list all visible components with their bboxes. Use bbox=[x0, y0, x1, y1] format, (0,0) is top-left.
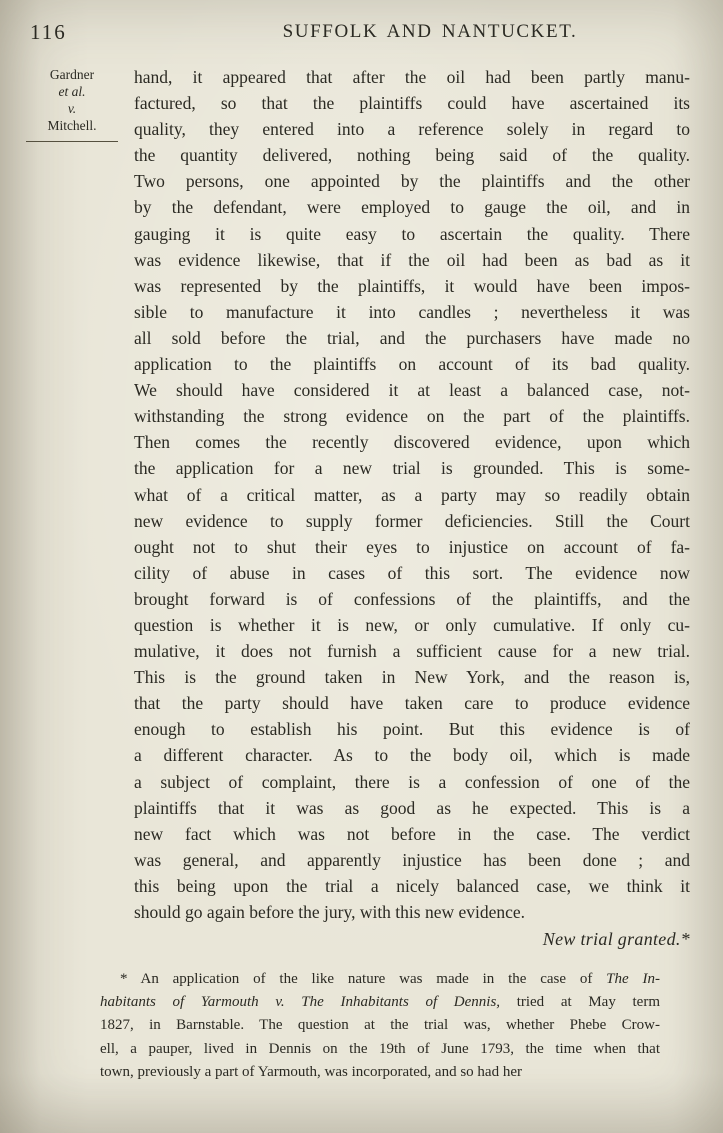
body-line: sible to manufacture it into candles ; nevertheless it was bbox=[134, 301, 690, 322]
body-line: the application for a new trial is grounded. This is some- bbox=[134, 458, 690, 479]
body-line: was represented by the plaintiffs, it would have been impos- bbox=[134, 275, 690, 296]
body-line: withstanding the strong evidence on the part of the plaintiffs. bbox=[134, 406, 690, 427]
footnote-segment: town, previously a part of Yarmouth, was incorporated, and so had her bbox=[100, 1063, 522, 1080]
body-line: a subject of complaint, there is a confession of one of the bbox=[134, 771, 690, 792]
body-line: mulative, it does not furnish a sufficient cause for a new trial. bbox=[134, 641, 690, 662]
body-text bbox=[134, 64, 690, 925]
footnote-line bbox=[100, 1061, 660, 1084]
body-line: a different character. As to the body oil, which is made bbox=[134, 745, 690, 766]
margin-note-line: Mitchell. bbox=[47, 118, 97, 133]
body-line: was general, and apparently injustice has been done ; and bbox=[134, 849, 690, 870]
body-line: Then comes the recently discovered evidence, upon which bbox=[134, 432, 690, 453]
body-line: Two persons, one appointed by the plaintiffs and the other bbox=[134, 171, 690, 192]
margin-note-rule bbox=[26, 141, 118, 142]
body-line: This is the ground taken in New York, and the reason is, bbox=[134, 667, 690, 688]
footnote-line bbox=[100, 968, 660, 991]
footnote-line bbox=[100, 1038, 660, 1061]
body-line: We should have considered it at least a balanced case, not- bbox=[134, 380, 690, 401]
body-line: gauging it is quite easy to ascertain the quality. There bbox=[134, 223, 690, 244]
body-line: this being upon the trial a nicely balanced case, we think it bbox=[134, 875, 690, 896]
body-line: by the defendant, were employed to gauge the oil, and in bbox=[134, 197, 690, 218]
body-line: hand, it appeared that after the oil had been partly manu- bbox=[134, 67, 690, 87]
body-line: plaintiffs that it was as good as he expected. This is a bbox=[134, 797, 690, 818]
body-line: brought forward is of confessions of the plaintiffs, and the bbox=[134, 588, 690, 609]
body-line: that the party should have taken care to produce evidence bbox=[134, 693, 690, 714]
margin-note-line: v. bbox=[67, 101, 77, 116]
footnote-line bbox=[100, 991, 660, 1014]
decision-line: New trial granted.* bbox=[542, 929, 690, 949]
body-line: quality, they entered into a reference solely in regard to bbox=[134, 119, 690, 140]
footnote-segment: ell, a pauper, lived in Dennis on the 19th of June 1793, the time when that bbox=[100, 1040, 660, 1057]
margin-note-line: Gardner bbox=[49, 67, 95, 82]
running-head: SUFFOLK AND NANTUCKET. bbox=[282, 21, 578, 42]
body-line: new fact which was not before in the case. The verdict bbox=[134, 823, 690, 844]
footnote-segment: 1827, in Barnstable. The question at the trial was, whether Phebe Crow- bbox=[100, 1017, 660, 1034]
body-line: was evidence likewise, that if the oil had been as bad as it bbox=[134, 249, 690, 270]
body-line: enough to establish his point. But this evidence is of bbox=[134, 719, 690, 740]
footnote-segment: tried at May term bbox=[500, 994, 660, 1011]
body-line: all sold before the trial, and the purchasers have made no bbox=[134, 327, 690, 348]
margin-note-lines bbox=[26, 66, 118, 134]
body-line: ought not to shut their eyes to injustice on account of fa- bbox=[134, 536, 690, 557]
page-number: 116 bbox=[30, 20, 67, 44]
body-line: should go again before the jury, with this new evidence. bbox=[134, 902, 526, 922]
body-line: cility of abuse in cases of this sort. The evidence now bbox=[134, 562, 690, 583]
body-line: new evidence to supply former deficiencies. Still the Court bbox=[134, 510, 690, 531]
footnote bbox=[100, 968, 660, 1084]
margin-note-line: et al. bbox=[58, 84, 86, 99]
body-line: application to the plaintiffs on account of its bad quality. bbox=[134, 354, 690, 375]
margin-note-case-name bbox=[26, 66, 118, 142]
footnote-segment: * An application of the like nature was made in the case of bbox=[120, 971, 607, 987]
body-line: the quantity delivered, nothing being said of the quality. bbox=[134, 145, 690, 166]
body-line: question is whether it is new, or only cumulative. If only cu- bbox=[134, 614, 690, 635]
footnote-segment: habitants of Yarmouth v. The Inhabitants of Dennis, bbox=[100, 994, 501, 1011]
footnote-segment: The In- bbox=[606, 971, 660, 987]
body-line: what of a critical matter, as a party may so readily obtain bbox=[134, 484, 690, 505]
footnote-line bbox=[100, 1014, 660, 1037]
body-line: factured, so that the plaintiffs could have ascertained its bbox=[134, 93, 690, 114]
